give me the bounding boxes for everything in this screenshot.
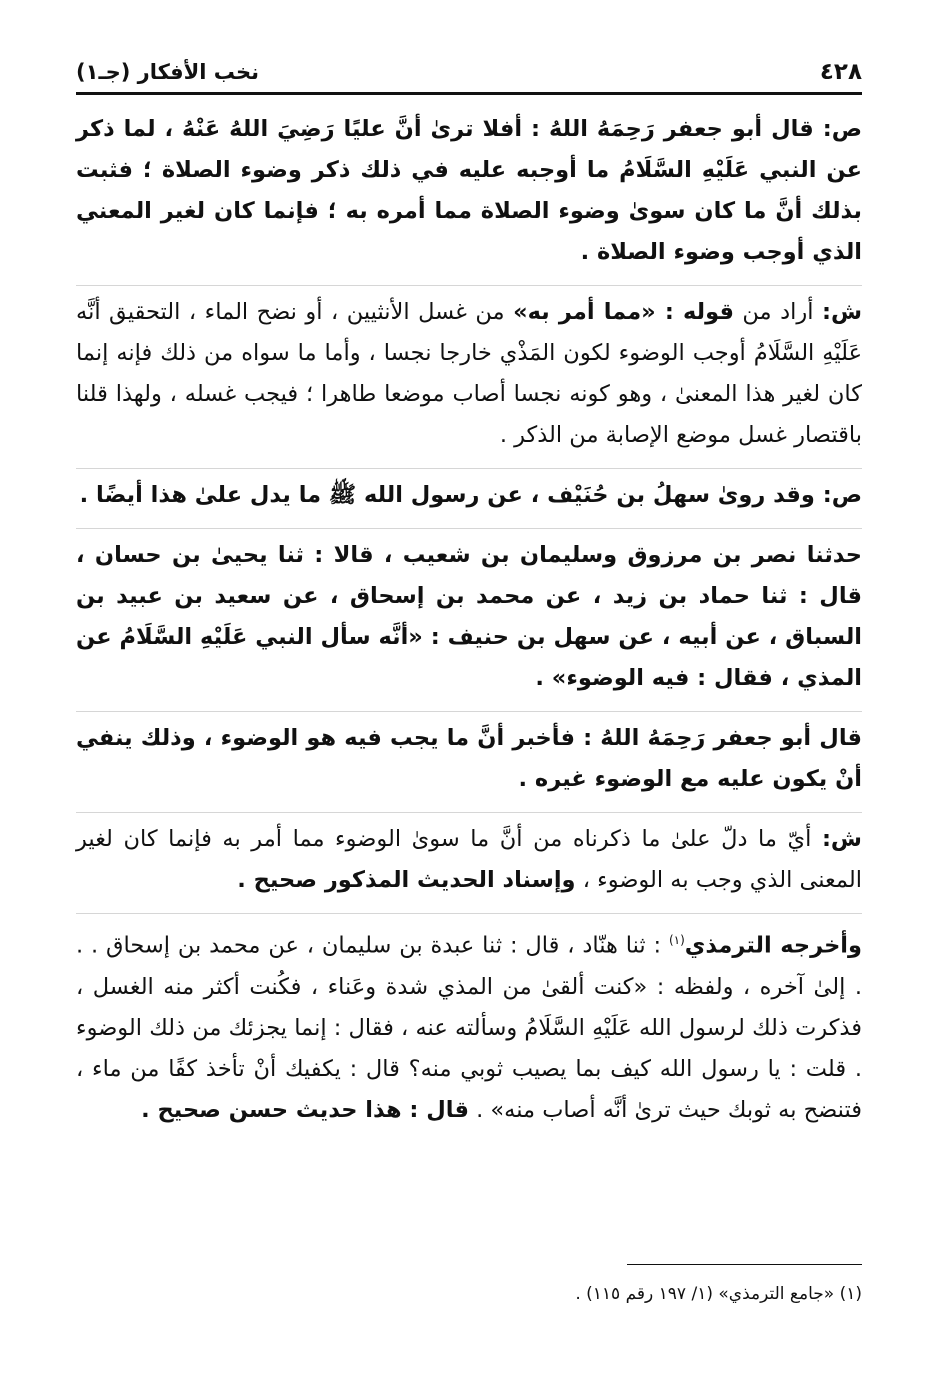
paragraph-text: أيّ ما دلّ علىٰ ما ذكرناه من أنَّ ما سوىٰ الوضوء مما أمر به فإنما كان لغير المعنى الذي وجب به الوضوء ،: [76, 826, 862, 893]
paragraph-lead: ش:: [821, 826, 862, 852]
paragraph-bold-tail: قال : هذا حديث حسن صحيح .: [141, 1096, 469, 1123]
footnote: (١) «جامع الترمذي» (١/ ١٩٧ رقم ١١٥) .: [575, 1284, 862, 1304]
paragraph-2: [76, 285, 862, 456]
paragraph-text: وقد روىٰ سهلُ بن حُنَيْف ، عن رسول الله ﷺ ما يدل علىٰ هذا أيضًا .: [79, 482, 815, 508]
paragraph-6: [76, 812, 862, 901]
paragraph-text: حدثنا نصر بن مرزوق وسليمان بن شعيب ، قالا : ثنا يحيىٰ بن حسان ، قال : ثنا حماد بن زيد ، عن محمد بن إسحاق ، عن سعيد بن عبيد بن السباق ، عن أبيه ، عن سهل بن حنيف : «أنَّه سأل النبي عَلَيْهِ السَّلَامُ عن المذي ، فقال : فيه الوضوء» .: [76, 542, 862, 691]
paragraph-bold-tail: وإسناد الحديث المذكور صحيح .: [237, 867, 576, 893]
document-page: [76, 52, 862, 1342]
footnote-divider: [627, 1264, 862, 1265]
page-header: [76, 52, 862, 95]
footnote-ref[interactable]: (١): [668, 933, 685, 947]
paragraph-lead: وأخرجه الترمذي: [684, 932, 863, 959]
paragraph-lead: ص:: [822, 482, 862, 508]
paragraph-text: : ثنا هنّاد ، قال : ثنا عبدة بن سليمان ، عن محمد بن إسحاق . . . إلىٰ آخره ، ولفظه : «كنت ألقىٰ من المذي شدة وعَناء ، فكُنت أكثر منه الغسل ، فذكرت ذلك لرسول الله عَلَيْهِ السَّلَامُ وسألته عنه ، فقال : إنما يجزئك من ذلك الوضوء . قلت : يا رسول الله كيف بما يصيب ثوبي منه؟ قال : يكفيك أنْ تأخذ كفًا من ماء ، فتنضح به ثوبك حيث ترىٰ أنَّه أصاب منه» .: [76, 932, 862, 1123]
paragraph-pre: أراد من: [742, 299, 814, 325]
paragraph-5: [76, 711, 862, 800]
book-title: نخب الأفكار (جـ١): [76, 60, 259, 84]
paragraph-3: [76, 468, 862, 516]
paragraph-bold-quote: قوله : «مما أمر به»: [513, 299, 734, 325]
paragraph-text: قال أبو جعفر رَحِمَهُ اللهُ : أفلا ترىٰ أنَّ عليًا رَضِيَ اللهُ عَنْهُ ، لما ذكر عن النبي عَلَيْهِ السَّلَامُ ما أوجبه عليه في ذلك ذكر وضوء الصلاة ؛ فثبت بذلك أنَّ ما كان سوىٰ وضوء الصلاة مما أمره به ؛ فإنما كان لغير المعني الذي أوجب وضوء الصلاة .: [76, 116, 862, 265]
paragraph-lead: ش:: [821, 299, 862, 325]
paragraph-text: من غسل الأنثيين ، أو نضح الماء ، التحقيق أنَّه عَلَيْهِ السَّلَامُ أوجب الوضوء لكون المَذْي خارجا نجسا ، وأما ما سواه من ذلك فإنه إنما كان لغير هذا المعنىٰ ، وهو كونه نجسا أصاب موضعا طاهرا ؛ فيجب غسله ، ولهذا قلنا باقتصار غسل موضع الإصابة من الذكر .: [76, 299, 862, 448]
paragraph-1: [76, 109, 862, 273]
paragraph-text: قال أبو جعفر رَحِمَهُ اللهُ : فأخبر أنَّ ما يجب فيه هو الوضوء ، وذلك ينفي أنْ يكون عليه مع الوضوء غيره .: [76, 725, 862, 792]
paragraph-lead: ص:: [822, 116, 863, 142]
paragraph-7: [76, 913, 862, 1131]
page-number: ٤٢٨: [819, 59, 862, 85]
paragraph-4: [76, 528, 862, 699]
